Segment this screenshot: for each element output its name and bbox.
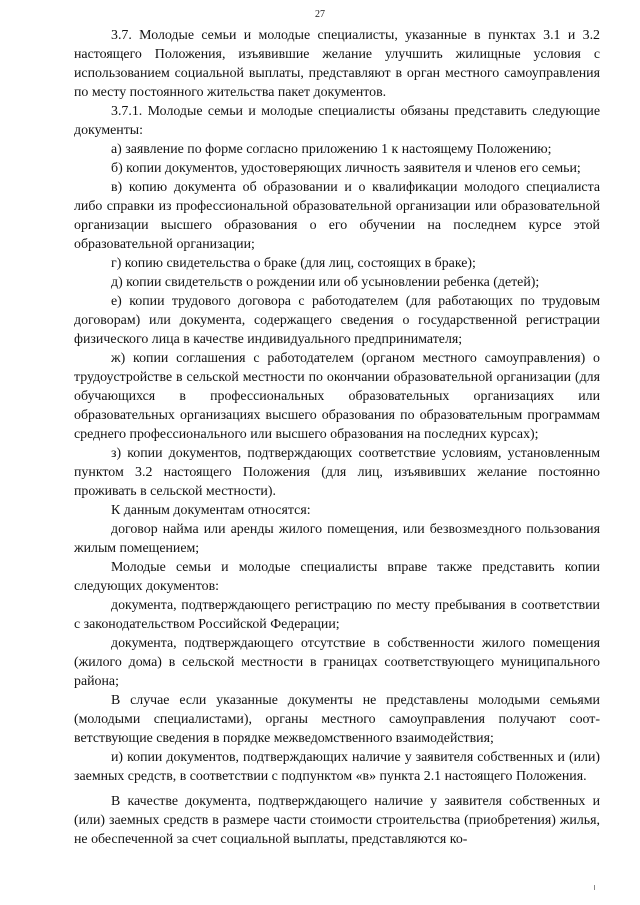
optional-documents-paragraph: Молодые семьи и молодые специалисты вправе также представить копии следующих документов: — [74, 560, 600, 594]
registration-document-paragraph: документа, подтверждающего регистрацию по месту пребывания в соответствии с законодательством Российской Федерации; — [74, 598, 600, 632]
related-documents-heading: К данным документам относятся: — [111, 503, 311, 518]
document-body — [74, 26, 600, 849]
page-number: 27 — [315, 9, 325, 20]
paragraph-3-7-1: 3.7.1. Молодые семьи и молодые специалисты обязаны представить следующие документы: — [74, 104, 600, 138]
list-item-g: г) копию свидетельства о браке (для лиц, состоящих в браке); — [111, 256, 476, 271]
paragraph-3-7: 3.7. Молодые семьи и молодые специалисты, указанные в пунктах 3.1 и 3.2 настоящего Положения, изъявившие желание улучшить жилищные условия с использованием социальной выплаты, представляют в орган местного самоуправления по месту постоянного жительства пакет документов. — [74, 28, 600, 100]
list-item-d: д) копии свидетельств о рождении или об усыновлении ребенка (детей); — [111, 275, 540, 290]
list-item-v: в) копию документа об образовании и о квалификации молодого специалиста либо справки из профессиональной образовательной организации или образовательной организации высшего образования о его обучении на последнем курсе этой образовательной организации; — [74, 180, 600, 252]
funds-document-paragraph: В качестве документа, подтверждающего наличие у заявителя собственных и (или) заемных средств в размере части стоимости строительства (приобретения) жилья, не обеспеченной за счет социальной выплаты, представляются ко- — [74, 794, 600, 847]
lease-contract-paragraph: договор найма или аренды жилого помещения, или безвозмездного пользования жилым помещением; — [74, 522, 600, 556]
scan-edge-mark — [594, 885, 595, 890]
no-ownership-document-paragraph: документа, подтверждающего отсутствие в собственности жилого помещения (жилого дома) в сельской местности в границах соответствующего муниципального района; — [74, 636, 600, 689]
list-item-b: б) копии документов, удостоверяющих личность заявителя и членов его семьи; — [111, 161, 581, 176]
list-item-a: а) заявление по форме согласно приложению 1 к настоящему Положению; — [111, 142, 552, 157]
interagency-paragraph: В случае если указанные документы не представлены молодыми семьями (молодыми специалистами), органы местного самоуправления получают соответствующие сведения в порядке межведомственного взаимодействия; — [74, 693, 600, 746]
list-item-e: е) копии трудового договора с работодателем (для работающих по трудовым договорам) или документа, содержащего сведения о государственной регистрации физического лица в качестве индивидуального предпринимателя; — [74, 294, 600, 347]
list-item-z: з) копии документов, подтверждающих соответствие условиям, установленным пунктом 3.2 настоящего Положения (для лиц, изъявивших желание постоянно проживать в сельской местности). — [74, 446, 600, 499]
list-item-i: и) копии документов, подтверждающих наличие у заявителя собственных и (или) заемных средств, в соответствии с подпунктом «в» пункта 2.1 настоящего Положения. — [74, 750, 600, 784]
list-item-zh: ж) копии соглашения с работодателем (органом местного самоуправления) о трудоустройстве в сельской местности по окончании образовательной организации (для обучающихся в профессиональных образовательных организациях или образовательных организациях высшего образования по образовательным программам среднего профессионального или высшего образования на последних курсах); — [74, 351, 600, 442]
